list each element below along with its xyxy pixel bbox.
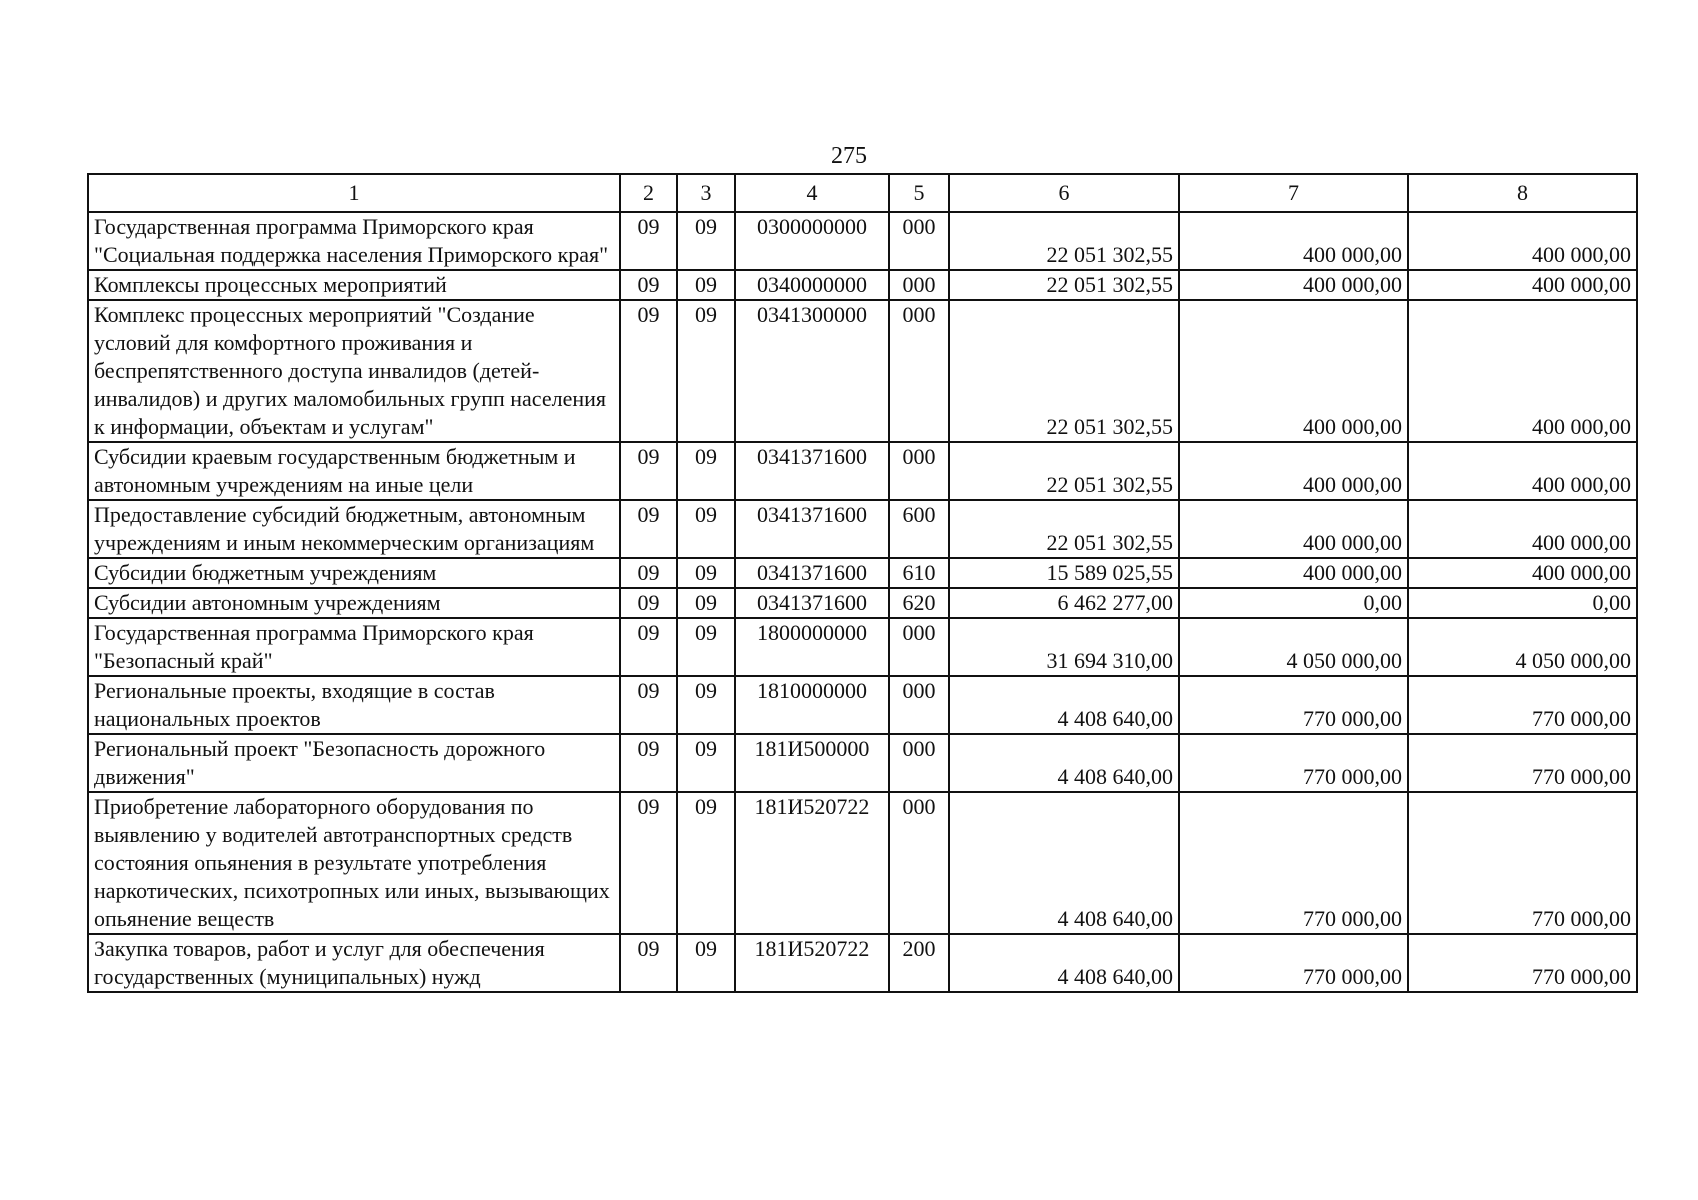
row-name: Региональный проект "Безопасность дорожного движения" [88,734,620,792]
row-amount-col7: 400 000,00 [1179,270,1408,300]
row-name: Государственная программа Приморского края "Безопасный край" [88,618,620,676]
row-expense-type: 000 [889,300,949,442]
row-amount-col6: 22 051 302,55 [949,270,1179,300]
row-amount-col8: 770 000,00 [1408,734,1637,792]
row-amount-col6: 15 589 025,55 [949,558,1179,588]
table-row [88,300,1637,442]
row-section: 09 [620,588,677,618]
row-target-code: 0341371600 [735,558,889,588]
row-subsection: 09 [677,500,735,558]
row-target-code: 1810000000 [735,676,889,734]
row-target-code: 0341371600 [735,500,889,558]
row-amount-col7: 770 000,00 [1179,934,1408,992]
row-section: 09 [620,676,677,734]
row-name: Приобретение лабораторного оборудования по выявлению у водителей автотранспортных средств состояния опьянения в результате употребления наркотических, психотропных или иных, вызывающих опьянение веществ [88,792,620,934]
row-target-code: 0341300000 [735,300,889,442]
table-row [88,558,1637,588]
table-row [88,500,1637,558]
row-section: 09 [620,934,677,992]
budget-table [87,173,1638,993]
row-amount-col7: 400 000,00 [1179,500,1408,558]
page-number: 275 [831,143,867,169]
row-subsection: 09 [677,212,735,270]
row-target-code: 1800000000 [735,618,889,676]
table-row [88,588,1637,618]
row-subsection: 09 [677,734,735,792]
row-amount-col6: 31 694 310,00 [949,618,1179,676]
header-row [88,174,1637,212]
column-header-1: 1 [88,174,620,212]
row-section: 09 [620,270,677,300]
row-name: Субсидии краевым государственным бюджетным и автономным учреждениям на иные цели [88,442,620,500]
table-row [88,676,1637,734]
row-section: 09 [620,792,677,934]
row-amount-col7: 400 000,00 [1179,558,1408,588]
row-amount-col6: 22 051 302,55 [949,500,1179,558]
row-name: Закупка товаров, работ и услуг для обеспечения государственных (муниципальных) нужд [88,934,620,992]
row-expense-type: 000 [889,734,949,792]
column-header-4: 4 [735,174,889,212]
row-name: Субсидии автономным учреждениям [88,588,620,618]
row-amount-col8: 770 000,00 [1408,676,1637,734]
column-header-5: 5 [889,174,949,212]
row-subsection: 09 [677,676,735,734]
row-expense-type: 000 [889,618,949,676]
row-amount-col7: 4 050 000,00 [1179,618,1408,676]
row-amount-col8: 400 000,00 [1408,500,1637,558]
row-subsection: 09 [677,618,735,676]
row-name: Региональные проекты, входящие в состав национальных проектов [88,676,620,734]
row-name: Государственная программа Приморского края "Социальная поддержка населения Приморского края" [88,212,620,270]
row-expense-type: 000 [889,212,949,270]
row-section: 09 [620,734,677,792]
table-row [88,734,1637,792]
table-row [88,212,1637,270]
row-target-code: 0340000000 [735,270,889,300]
row-expense-type: 000 [889,676,949,734]
row-amount-col6: 6 462 277,00 [949,588,1179,618]
row-expense-type: 610 [889,558,949,588]
row-amount-col6: 22 051 302,55 [949,442,1179,500]
row-target-code: 0341371600 [735,588,889,618]
row-amount-col7: 770 000,00 [1179,792,1408,934]
row-section: 09 [620,442,677,500]
row-section: 09 [620,300,677,442]
table-row [88,618,1637,676]
row-name: Комплекс процессных мероприятий "Создание условий для комфортного проживания и беспрепятственного доступа инвалидов (детей-инвалидов) и других маломобильных групп населения к информации, объектам и услугам" [88,300,620,442]
row-subsection: 09 [677,442,735,500]
row-subsection: 09 [677,270,735,300]
table-row [88,934,1637,992]
row-section: 09 [620,500,677,558]
row-amount-col7: 400 000,00 [1179,442,1408,500]
row-amount-col7: 770 000,00 [1179,734,1408,792]
row-expense-type: 600 [889,500,949,558]
row-amount-col7: 400 000,00 [1179,212,1408,270]
row-amount-col7: 0,00 [1179,588,1408,618]
row-amount-col8: 400 000,00 [1408,212,1637,270]
row-expense-type: 620 [889,588,949,618]
row-expense-type: 000 [889,270,949,300]
table-row [88,442,1637,500]
row-section: 09 [620,558,677,588]
row-amount-col6: 4 408 640,00 [949,792,1179,934]
column-header-3: 3 [677,174,735,212]
row-expense-type: 000 [889,792,949,934]
row-amount-col7: 400 000,00 [1179,300,1408,442]
row-name: Предоставление субсидий бюджетным, автономным учреждениям и иным некоммерческим организациям [88,500,620,558]
row-target-code: 181И520722 [735,792,889,934]
row-section: 09 [620,618,677,676]
row-target-code: 0300000000 [735,212,889,270]
row-subsection: 09 [677,792,735,934]
row-subsection: 09 [677,558,735,588]
row-amount-col8: 400 000,00 [1408,300,1637,442]
table-row [88,792,1637,934]
row-name: Комплексы процессных мероприятий [88,270,620,300]
row-section: 09 [620,212,677,270]
row-amount-col8: 0,00 [1408,588,1637,618]
row-target-code: 0341371600 [735,442,889,500]
column-header-6: 6 [949,174,1179,212]
row-amount-col6: 4 408 640,00 [949,734,1179,792]
row-expense-type: 000 [889,442,949,500]
row-amount-col8: 4 050 000,00 [1408,618,1637,676]
column-header-2: 2 [620,174,677,212]
row-subsection: 09 [677,300,735,442]
row-amount-col8: 400 000,00 [1408,270,1637,300]
column-header-7: 7 [1179,174,1408,212]
row-target-code: 181И520722 [735,934,889,992]
table-row [88,270,1637,300]
row-amount-col8: 400 000,00 [1408,442,1637,500]
row-name: Субсидии бюджетным учреждениям [88,558,620,588]
row-amount-col6: 22 051 302,55 [949,300,1179,442]
row-subsection: 09 [677,934,735,992]
row-amount-col6: 22 051 302,55 [949,212,1179,270]
table-body [88,212,1637,992]
row-amount-col7: 770 000,00 [1179,676,1408,734]
row-subsection: 09 [677,588,735,618]
row-amount-col6: 4 408 640,00 [949,934,1179,992]
row-amount-col6: 4 408 640,00 [949,676,1179,734]
row-amount-col8: 770 000,00 [1408,792,1637,934]
row-expense-type: 200 [889,934,949,992]
table-header [88,174,1637,212]
row-target-code: 181И500000 [735,734,889,792]
column-header-8: 8 [1408,174,1637,212]
row-amount-col8: 770 000,00 [1408,934,1637,992]
row-amount-col8: 400 000,00 [1408,558,1637,588]
